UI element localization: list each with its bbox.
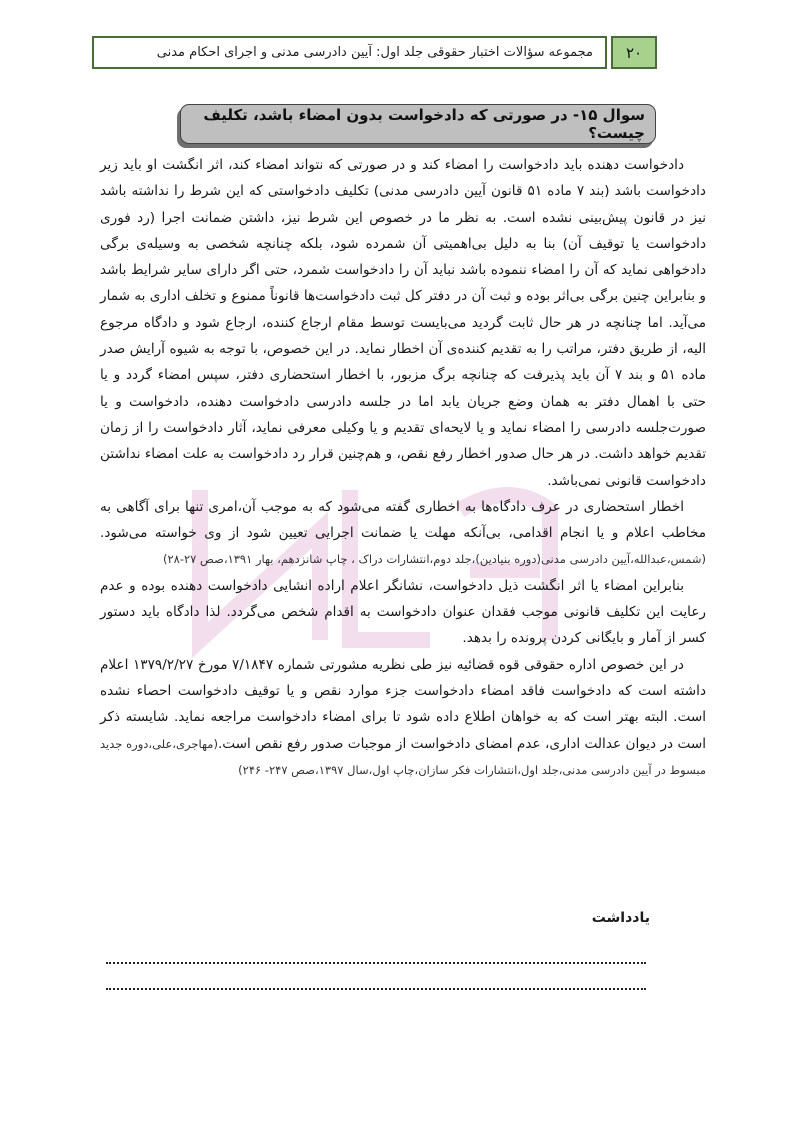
paragraph-text: اخطار استحضاری در عرف دادگاه‌ها به اخطاری گفته می‌شود که به موجب آن،امری تنها برای آگاهی به مخاطب اعلام و یا انجام اقدامی، بی‌آنکه مهلت یا ضمانت اجرایی تعیین شود از وی خواسته می‌شود. [100,498,706,542]
book-title: مجموعه سؤالات اختبار حقوقی جلد اول: آیین دادرسی مدنی و اجرای احکام مدنی [92,36,607,69]
paragraph [100,494,706,573]
page-number: ۲۰ [611,36,657,69]
paragraph-text: بنابراین امضاء یا اثر انگشت ذیل دادخواست، نشانگر اعلام اراده انشایی دادخواست دهنده بوده و عدم رعایت این تکلیف قانونی موجب فقدان عنوان دادخواست به اقدام شخص می‌گردد. لذا دادگاه باید دستور کسر از آمار و بایگانی کردن پرونده را بدهد. [100,577,706,647]
page-header [92,36,657,69]
paragraph-text: دادخواست دهنده باید دادخواست را امضاء کند و در صورتی که نتواند امضاء کند، اثر انگشت او باید زیر دادخواست باشد (بند ۷ ماده ۵۱ قانون آیین دادرسی مدنی) تکلیف دادخواستی که این شرط را نداشته باشد نیز در قانون پیش‌بینی نشده است. به نظر ما در خصوص این شرط نیز، داشتن ضمانت اجرا (رد فوری دادخواست یا توقیف آن) بنا به دلیل بی‌اهمیتی آن شمرده شود، بلکه چنانچه شخصی به وسیله‌ی برگی دادخواهی نماید که آن را امضاء ننموده باشد نباید آن را دادخواست شمرد، حتی اگر دارای سایر شرایط باشد و بنابراین چنین برگی بی‌اثر بوده و ثبت آن در دفتر کل ثبت دادخواست‌ها قانوناً ممنوع و تخلف اداری به شمار می‌آید. اما چنانچه در هر حال ثابت گردید می‌بایست توسط مقام ارجاع کننده، ارجاع شود و دادگاه مرجوع الیه، از طریق دفتر، مراتب را به تقدیم کننده‌ی آن اخطار نماید. در این خصوص، با توجه به شیوه آرایش صدر ماده ۵۱ و بند ۷ آن باید پذیرفت که چنانچه برگ مزبور، با اخطار استحضاری دفتر، سپس امضاء گردد و یا حتی با اهمال دفتر به همان وضع جریان یابد اما در جلسه دادرسی دادخواست دهنده، دادخواست و یا صورت‌جلسه دادرسی را امضاء نماید و یا لایحه‌ای تقدیم و یا وکیلی معرفی نماید، آثار دادخواست را از زمان تقدیم خواهد داشت. در هر حال صدور اخطار رفع نقص، و هم‌چنین قرار رد دادخواست به علت امضاء نداشتن دادخواست قانونی نمی‌باشد. [100,157,706,489]
answer-body [100,152,706,783]
notes-line[interactable] [106,962,646,964]
citation: (شمس،عبدالله،آیین دادرسی مدنی(دوره بنیادین)،جلد دوم،انتشارات دراک ، چاپ شانزدهم، بهار ۱۳۹۱،صص ۲۷-۲۸) [162,552,706,567]
question-heading: سوال ۱۵- در صورتی که دادخواست بدون امضاء باشد، تکلیف چیست؟ [180,104,656,144]
paragraph [100,152,706,494]
citation: (مهاجری،علی،دوره جدید مبسوط در آیین دادرسی مدنی،جلد اول،انتشارات فکر سازان،چاپ اول،سال ۱۳۹۷،صص ۲۴۷- ۲۴۶) [100,736,706,777]
notes-heading: یادداشت [591,910,650,926]
paragraph [100,652,706,783]
paragraph-text: در این خصوص اداره حقوقی قوه قضائیه نیز طی نظریه مشورتی شماره ۷/۱۸۴۷ مورخ ۱۳۷۹/۲/۲۷ اعلام داشته است که دادخواست فاقد امضاء دادخواست جزء موارد نقص و یا توقیف دادخواست احصاء نشده است. البته بهتر است که به خواهان اطلاع داده شود تا برای امضاء دادخواست مراجعه نماید. شایسته ذکر است در دیوان عدالت اداری، عدم امضای دادخواست از موجبات صدور رفع نقص است. [100,656,706,752]
paragraph [100,573,706,652]
notes-line[interactable] [106,988,646,990]
